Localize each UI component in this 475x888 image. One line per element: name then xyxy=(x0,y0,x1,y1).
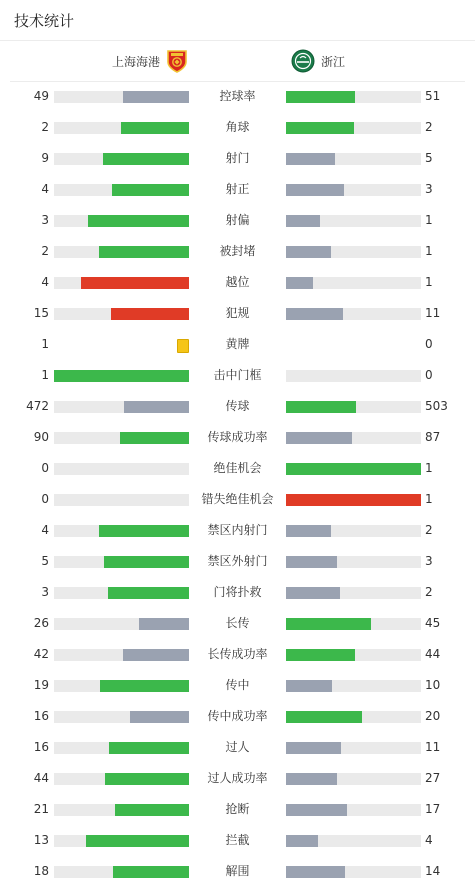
stat-row xyxy=(0,143,475,174)
away-bar-fill xyxy=(286,680,332,692)
home-value: 49 xyxy=(33,89,49,103)
away-bar-track xyxy=(286,494,421,506)
away-value: 2 xyxy=(425,523,433,537)
home-value: 16 xyxy=(33,740,49,754)
away-team-name: 浙江 xyxy=(321,54,346,69)
away-bar-track xyxy=(286,835,421,847)
shanghai-port-crest-icon xyxy=(166,49,188,73)
home-bar-fill xyxy=(99,246,189,258)
home-bar-fill xyxy=(109,742,189,754)
home-bar-track xyxy=(54,277,189,289)
stat-row xyxy=(0,391,475,422)
away-bar-track xyxy=(286,215,421,227)
home-bar-fill xyxy=(99,525,189,537)
away-bar-fill xyxy=(286,649,355,661)
away-bar-fill xyxy=(286,804,347,816)
home-value: 18 xyxy=(33,864,49,878)
home-team-name: 上海海港 xyxy=(111,54,160,69)
home-bar-track xyxy=(54,494,189,506)
stat-label: 禁区外射门 xyxy=(207,554,268,568)
away-bar-track xyxy=(286,587,421,599)
away-bar-fill xyxy=(286,91,355,103)
away-bar-fill xyxy=(286,866,345,878)
home-value: 1 xyxy=(41,337,49,351)
home-bar-track xyxy=(54,122,189,134)
home-bar-track xyxy=(54,773,189,785)
home-bar-fill xyxy=(112,184,189,196)
stat-row xyxy=(0,825,475,856)
away-value: 503 xyxy=(425,399,448,413)
stat-label: 传中 xyxy=(225,678,250,692)
home-bar-track xyxy=(54,308,189,320)
home-bar-fill xyxy=(120,432,189,444)
stat-row xyxy=(0,360,475,391)
stat-label: 错失绝佳机会 xyxy=(201,492,274,506)
stat-row xyxy=(0,732,475,763)
away-value: 3 xyxy=(425,554,433,568)
away-value: 1 xyxy=(425,492,433,506)
away-bar-track xyxy=(286,277,421,289)
home-bar-track xyxy=(54,556,189,568)
away-value: 14 xyxy=(425,864,441,878)
away-bar-fill xyxy=(286,122,354,134)
away-bar-track xyxy=(286,184,421,196)
home-value: 4 xyxy=(41,182,49,196)
away-value: 1 xyxy=(425,213,433,227)
stat-row xyxy=(0,267,475,298)
away-bar-track xyxy=(286,525,421,537)
home-value: 44 xyxy=(33,771,49,785)
stat-label: 传中成功率 xyxy=(207,709,268,723)
stat-label: 射门 xyxy=(225,151,250,165)
home-bar-track xyxy=(54,835,189,847)
away-value: 44 xyxy=(425,647,441,661)
home-bar-track xyxy=(54,742,189,754)
away-bar-track xyxy=(286,866,421,878)
home-bar-fill xyxy=(86,835,189,847)
home-bar-fill xyxy=(123,649,189,661)
away-bar-track xyxy=(286,246,421,258)
stat-label: 犯规 xyxy=(225,306,250,320)
stat-label: 击中门框 xyxy=(213,368,262,382)
home-value: 21 xyxy=(33,802,49,816)
home-bar-track xyxy=(54,432,189,444)
away-bar-track xyxy=(286,401,421,413)
home-bar-track xyxy=(54,215,189,227)
away-bar-track xyxy=(286,432,421,444)
stat-label: 拦截 xyxy=(225,833,250,847)
away-bar-track xyxy=(286,618,421,630)
away-value: 5 xyxy=(425,151,433,165)
home-bar-fill xyxy=(108,587,189,599)
stat-row xyxy=(0,577,475,608)
stat-row xyxy=(0,298,475,329)
away-bar-fill xyxy=(286,308,343,320)
home-value: 4 xyxy=(41,275,49,289)
stat-label: 禁区内射门 xyxy=(207,523,268,537)
stat-label: 越位 xyxy=(225,275,250,289)
stat-row xyxy=(0,701,475,732)
home-team[interactable] xyxy=(112,41,188,81)
home-bar-fill xyxy=(130,711,189,723)
stat-row xyxy=(0,174,475,205)
home-value: 26 xyxy=(33,616,49,630)
away-bar-fill xyxy=(286,215,320,227)
home-value: 15 xyxy=(33,306,49,320)
page-title: 技术统计 xyxy=(14,12,75,30)
home-bar-fill xyxy=(54,370,189,382)
stat-row xyxy=(0,608,475,639)
home-bar-fill xyxy=(124,401,189,413)
home-value: 13 xyxy=(33,833,49,847)
teams-header xyxy=(0,41,475,81)
away-bar-track xyxy=(286,773,421,785)
away-bar-fill xyxy=(286,463,421,475)
home-bar-fill xyxy=(121,122,189,134)
away-bar-fill xyxy=(286,742,341,754)
away-value: 3 xyxy=(425,182,433,196)
home-value: 16 xyxy=(33,709,49,723)
away-bar-fill xyxy=(286,246,331,258)
home-bar-track xyxy=(54,711,189,723)
home-bar-track xyxy=(54,866,189,878)
home-bar-track xyxy=(54,91,189,103)
stat-row xyxy=(0,329,475,360)
stat-label: 控球率 xyxy=(219,89,256,103)
stat-row xyxy=(0,794,475,825)
home-value: 0 xyxy=(41,492,49,506)
away-value: 87 xyxy=(425,430,441,444)
stat-row xyxy=(0,546,475,577)
stat-label: 角球 xyxy=(225,120,250,134)
away-bar-track xyxy=(286,742,421,754)
stat-label: 过人成功率 xyxy=(207,771,268,785)
home-value: 2 xyxy=(41,120,49,134)
home-bar-track xyxy=(54,401,189,413)
away-bar-fill xyxy=(286,432,352,444)
home-bar-fill xyxy=(111,308,189,320)
stat-row xyxy=(0,236,475,267)
away-bar-track xyxy=(286,804,421,816)
away-bar-track xyxy=(286,91,421,103)
away-value: 45 xyxy=(425,616,441,630)
away-value: 4 xyxy=(425,833,433,847)
home-bar-fill xyxy=(104,556,189,568)
away-bar-track xyxy=(286,711,421,723)
away-bar-track xyxy=(286,308,421,320)
home-value: 90 xyxy=(33,430,49,444)
away-bar-track xyxy=(286,556,421,568)
home-bar-fill xyxy=(103,153,189,165)
stat-label: 黄牌 xyxy=(225,337,250,351)
home-value: 472 xyxy=(26,399,49,413)
home-value: 5 xyxy=(41,554,49,568)
stat-row xyxy=(0,422,475,453)
home-bar-track xyxy=(54,680,189,692)
away-bar-fill xyxy=(286,773,337,785)
away-bar-track xyxy=(286,153,421,165)
home-bar-fill xyxy=(139,618,189,630)
stat-label: 长传成功率 xyxy=(207,647,268,661)
away-bar-fill xyxy=(286,153,335,165)
zhejiang-fc-crest-icon xyxy=(291,49,315,73)
home-bar-fill xyxy=(105,773,189,785)
stat-label: 抢断 xyxy=(225,802,250,816)
home-value: 3 xyxy=(41,213,49,227)
away-value: 1 xyxy=(425,275,433,289)
home-bar-fill xyxy=(88,215,189,227)
away-bar-fill xyxy=(286,401,356,413)
stat-label: 绝佳机会 xyxy=(213,461,262,475)
away-team[interactable] xyxy=(291,41,345,81)
home-bar-fill xyxy=(113,866,189,878)
home-bar-fill xyxy=(123,91,189,103)
away-bar-fill xyxy=(286,618,371,630)
away-value: 11 xyxy=(425,740,441,754)
stat-row xyxy=(0,453,475,484)
home-value: 0 xyxy=(41,461,49,475)
stat-label: 传球成功率 xyxy=(207,430,268,444)
home-value: 42 xyxy=(33,647,49,661)
stat-row xyxy=(0,856,475,887)
away-value: 51 xyxy=(425,89,441,103)
home-bar-track xyxy=(54,184,189,196)
away-value: 0 xyxy=(425,368,433,382)
home-value: 4 xyxy=(41,523,49,537)
home-bar-fill xyxy=(81,277,189,289)
home-value: 19 xyxy=(33,678,49,692)
away-value: 1 xyxy=(425,461,433,475)
stat-row xyxy=(0,639,475,670)
away-value: 10 xyxy=(425,678,441,692)
away-bar-track xyxy=(286,370,421,382)
stat-label: 被封堵 xyxy=(219,244,256,258)
home-bar-track xyxy=(54,525,189,537)
away-bar-track xyxy=(286,463,421,475)
home-bar-fill xyxy=(100,680,189,692)
stat-row xyxy=(0,763,475,794)
away-value: 2 xyxy=(425,120,433,134)
stat-row xyxy=(0,205,475,236)
stat-label: 过人 xyxy=(225,740,250,754)
stat-label: 射偏 xyxy=(225,213,250,227)
yellow-card-icon xyxy=(177,339,189,353)
home-bar-track xyxy=(54,370,189,382)
away-bar-fill xyxy=(286,556,337,568)
home-value: 9 xyxy=(41,151,49,165)
home-value: 1 xyxy=(41,368,49,382)
home-bar-track xyxy=(54,246,189,258)
home-bar-track xyxy=(54,804,189,816)
home-bar-track xyxy=(54,649,189,661)
away-bar-fill xyxy=(286,277,313,289)
away-value: 1 xyxy=(425,244,433,258)
stat-row xyxy=(0,515,475,546)
away-bar-track xyxy=(286,122,421,134)
home-bar-track xyxy=(54,618,189,630)
stat-label: 长传 xyxy=(225,616,250,630)
home-bar-track xyxy=(54,153,189,165)
stat-row xyxy=(0,484,475,515)
away-value: 2 xyxy=(425,585,433,599)
stat-row xyxy=(0,670,475,701)
stat-label: 传球 xyxy=(225,399,250,413)
home-bar-fill xyxy=(115,804,189,816)
away-bar-fill xyxy=(286,587,340,599)
away-bar-track xyxy=(286,680,421,692)
stat-row xyxy=(0,81,475,112)
stat-label: 门将扑救 xyxy=(213,585,262,599)
stat-label: 射正 xyxy=(225,182,250,196)
away-value: 17 xyxy=(425,802,441,816)
home-value: 2 xyxy=(41,244,49,258)
stat-label: 解围 xyxy=(225,864,250,878)
away-value: 27 xyxy=(425,771,441,785)
away-value: 0 xyxy=(425,337,433,351)
home-bar-track xyxy=(54,463,189,475)
away-bar-fill xyxy=(286,184,344,196)
away-bar-track xyxy=(286,649,421,661)
away-bar-fill xyxy=(286,494,421,506)
away-bar-fill xyxy=(286,711,362,723)
away-bar-fill xyxy=(286,835,318,847)
away-bar-fill xyxy=(286,525,331,537)
stats-list xyxy=(0,81,475,887)
home-bar-track xyxy=(54,587,189,599)
away-value: 11 xyxy=(425,306,441,320)
home-value: 3 xyxy=(41,585,49,599)
stat-row xyxy=(0,112,475,143)
away-value: 20 xyxy=(425,709,441,723)
